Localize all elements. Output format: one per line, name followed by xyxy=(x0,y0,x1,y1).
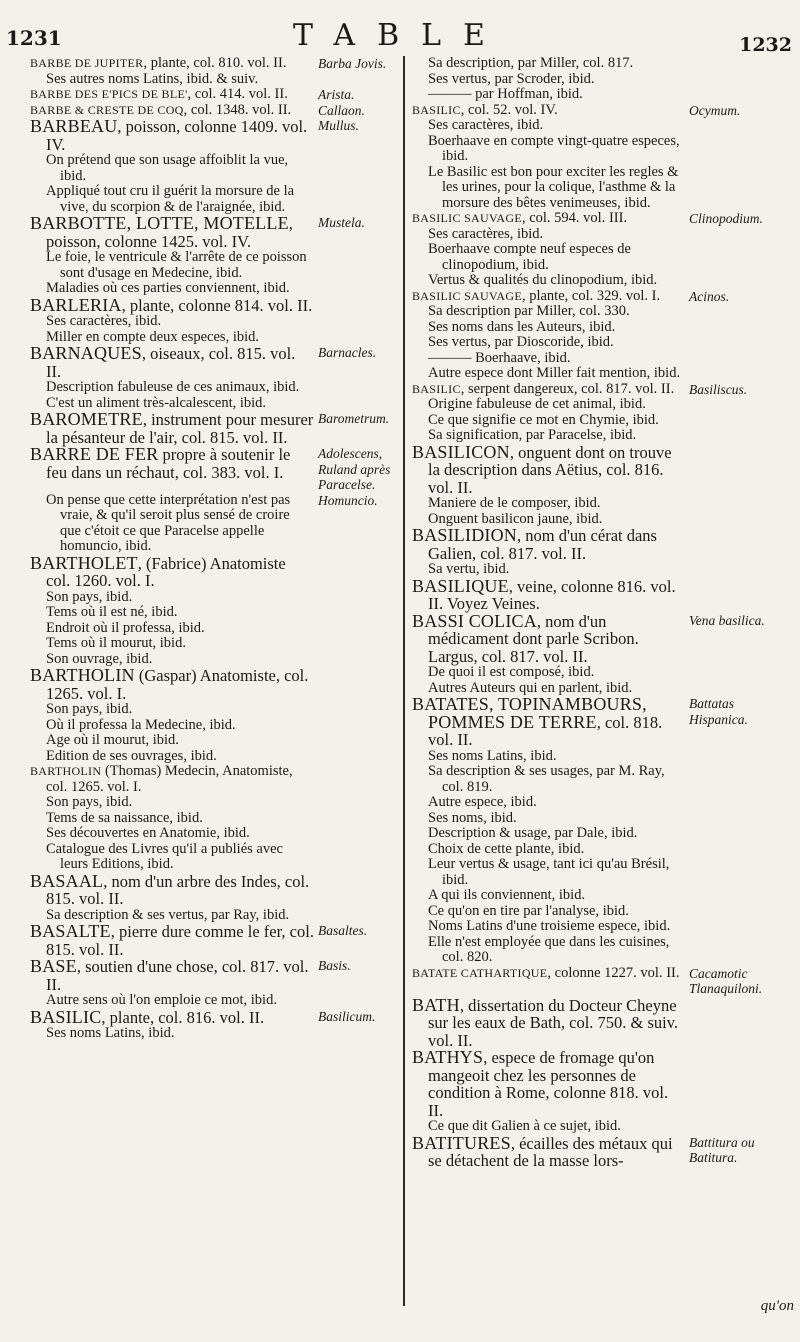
subentry-text: Le Basilic est bon pour exciter les regles & les urines, pour la colique, l'asthme & la morsure des bêtes venimeuses, ibid. xyxy=(428,163,679,211)
latin-margin-note xyxy=(314,873,400,908)
index-entry xyxy=(30,87,400,103)
latin-margin-note xyxy=(685,428,794,444)
entry-text: , nom d'un médicament dont parle Scribon. Largus, col. 817. vol. II. xyxy=(428,611,639,666)
subentry-text: Ce que signifie ce mot en Chymie, ibid. xyxy=(428,411,659,428)
entry-text: , soutien d'une chose, col. 817. vol. II. xyxy=(46,957,309,994)
subentry-text: Autre espece, ibid. xyxy=(428,794,537,810)
subentry-text: Endroit où il professa, ibid. xyxy=(46,619,205,636)
index-entry xyxy=(30,870,400,908)
subentry-text: Ses caractères, ibid. xyxy=(428,225,544,242)
entry-headword: BASILIQUE xyxy=(412,575,509,596)
entry-text: , poisson, colonne 1409. vol. IV. xyxy=(46,117,308,154)
entry-text: , pierre dure comme le fer, col. 815. vol. II. xyxy=(46,922,314,959)
subentry-text: Son pays, ibid. xyxy=(46,588,133,605)
entry-headword: BARTHOLIN xyxy=(30,764,102,778)
entry-text: , col. 1348. vol. II. xyxy=(183,101,292,118)
entry-headword: BATATES, TOPINAMBOURS, POMMES DE TERRE xyxy=(412,694,647,732)
subentry-text: Maladies où ces parties conviennent, ibid. xyxy=(46,280,290,296)
subentry-text: Autres Auteurs qui en parlent, ibid. xyxy=(428,679,633,696)
entry-text: , serpent dangereux, col. 817. vol. II. xyxy=(460,380,675,397)
index-entry xyxy=(412,696,794,749)
subentry-text: Ses caractères, ibid. xyxy=(428,117,544,133)
latin-margin-note xyxy=(314,330,400,346)
latin-margin-note xyxy=(685,919,794,935)
index-entry xyxy=(30,667,400,702)
index-subentry xyxy=(30,826,400,842)
latin-margin-note xyxy=(314,281,400,297)
latin-margin-note xyxy=(314,72,400,88)
subentry-text: Appliqué tout cru il guérit la morsure de la vive, du scorpion & de l'araignée, ibid. xyxy=(46,183,295,215)
index-subentry xyxy=(412,242,794,273)
subentry-text: Ses découvertes en Anatomie, ibid. xyxy=(46,825,250,841)
index-subentry xyxy=(30,842,400,873)
left-page-number: 1231 xyxy=(6,26,62,50)
index-subentry xyxy=(412,935,794,966)
subentry-text: Age où il mourut, ibid. xyxy=(46,732,179,748)
subentry-text: Sa description, par Miller, col. 817. xyxy=(428,55,634,71)
subentry-text: C'est un aliment très-alcalescent, ibid. xyxy=(46,394,267,411)
latin-margin-note xyxy=(314,555,400,590)
subentry-text: Où il professa la Medecine, ibid. xyxy=(46,716,236,733)
entry-text: , plante, col. 329. vol. I. xyxy=(521,287,661,304)
index-subentry xyxy=(412,413,794,429)
subentry-text: Vertus & qualités du clinopodium, ibid. xyxy=(428,272,658,288)
entry-headword: BASSI COLICA xyxy=(412,610,537,631)
index-subentry xyxy=(412,795,794,811)
latin-margin-note xyxy=(314,842,400,873)
entry-headword: BARLERIA xyxy=(30,294,122,315)
latin-margin-note xyxy=(685,227,794,243)
latin-margin-note xyxy=(685,72,794,88)
entry-text: , onguent dont on trouve la description dans Aëtius, col. 816. vol. II. xyxy=(428,442,672,497)
latin-margin-note xyxy=(685,512,794,528)
subentry-text: Elle n'est employée que dans les cuisines, col. 820. xyxy=(428,933,670,965)
subentry-text: Catalogue des Livres qu'il a publiés avec leurs Editions, ibid. xyxy=(46,840,283,872)
subentry-text: Ses noms dans les Auteurs, ibid. xyxy=(428,318,616,335)
index-entry xyxy=(412,966,794,997)
latin-margin-note xyxy=(685,134,794,165)
index-entry xyxy=(412,575,794,613)
entry-headword: BASALTE xyxy=(30,921,111,941)
latin-margin-note: Acinos. xyxy=(689,288,730,304)
index-subentry xyxy=(412,366,794,382)
index-subentry xyxy=(412,764,794,795)
latin-margin-note xyxy=(685,842,794,858)
entry-text: , veine, colonne 816. vol. II. Voyez Veines. xyxy=(428,576,676,613)
latin-margin-note xyxy=(685,444,794,497)
index-subentry xyxy=(30,718,400,734)
latin-margin-note: Basaltes. xyxy=(318,923,368,938)
index-subentry xyxy=(412,165,794,212)
index-subentry xyxy=(30,749,400,765)
latin-margin-note xyxy=(685,165,794,212)
subentry-text: Boerhaave compte neuf especes de clinopodium, ibid. xyxy=(428,241,631,273)
latin-margin-note xyxy=(685,56,794,72)
subentry-text: Sa description par Miller, col. 330. xyxy=(428,303,630,319)
latin-margin-note xyxy=(685,904,794,920)
latin-margin-note xyxy=(314,908,400,924)
index-subentry xyxy=(30,1026,400,1042)
subentry-text: Tems où il est né, ibid. xyxy=(46,604,178,620)
latin-margin-note xyxy=(685,578,794,613)
index-subentry xyxy=(412,904,794,920)
index-entry xyxy=(30,345,400,380)
latin-margin-note: Adolescens, Ruland après Paracelse. xyxy=(318,446,391,492)
index-subentry xyxy=(412,665,794,681)
index-entry xyxy=(412,211,794,227)
latin-margin-note xyxy=(314,636,400,652)
entry-headword: BARTHOLIN xyxy=(30,665,135,685)
entry-headword: BARBE DES E'PICS DE BLE' xyxy=(30,87,188,101)
entry-text: , col. 594. vol. III. xyxy=(521,210,628,226)
index-subentry xyxy=(412,72,794,88)
subentry-text: Autre sens où l'on emploie ce mot, ibid. xyxy=(46,992,277,1008)
index-entry xyxy=(412,289,794,305)
subentry-text: Description fabuleuse de ces animaux, ibid. xyxy=(46,379,300,395)
index-entry xyxy=(412,610,794,666)
subentry-text: A qui ils conviennent, ibid. xyxy=(428,887,586,903)
subentry-text: Ce qu'on en tire par l'analyse, ibid. xyxy=(428,902,629,919)
latin-margin-note: Mullus. xyxy=(318,118,359,133)
latin-margin-note xyxy=(314,153,400,184)
subentry-text: Le foie, le ventricule & l'arrête de ce poisson sont d'usage en Medecine, ibid. xyxy=(46,249,307,281)
latin-margin-note xyxy=(314,250,400,281)
latin-margin-note xyxy=(685,562,794,578)
entry-headword: BARBEAU xyxy=(30,116,118,136)
index-subentry xyxy=(412,888,794,904)
index-subentry xyxy=(412,56,794,72)
index-subentry xyxy=(412,749,794,765)
latin-margin-note xyxy=(314,297,400,315)
subentry-text: Sa description & ses usages, par M. Ray, col. 819. xyxy=(428,763,665,795)
latin-margin-note: Mustela. xyxy=(318,215,365,230)
entry-headword: BATITURES xyxy=(412,1132,511,1153)
latin-margin-note: Battatas Hispanica. xyxy=(689,696,748,727)
entry-headword: BASAAL xyxy=(30,870,104,891)
subentry-text: Son pays, ibid. xyxy=(46,794,133,810)
index-subentry xyxy=(30,811,400,827)
subentry-text: Tems de sa naissance, ibid. xyxy=(46,809,203,826)
latin-margin-note xyxy=(685,665,794,681)
entry-headword: BASILIDION xyxy=(412,525,517,545)
entry-text: , espece de fromage qu'on mangeoit chez les personnes de condition à Rome, colonne 818. vol. II. xyxy=(428,1048,669,1120)
latin-margin-note: Cacamotic Tlanaquiloni. xyxy=(689,965,763,996)
latin-margin-note xyxy=(314,590,400,606)
entry-headword: BARBE DE JUPITER xyxy=(30,56,144,70)
entry-headword: BASILIC SAUVAGE xyxy=(412,211,522,225)
latin-margin-note xyxy=(685,681,794,697)
latin-margin-note: Ocymum. xyxy=(689,102,741,118)
index-subentry xyxy=(30,795,400,811)
latin-margin-note: Basilicum. xyxy=(318,1008,376,1024)
latin-margin-note: Barnacles. xyxy=(318,345,377,360)
latin-margin-note xyxy=(685,764,794,795)
subentry-text: Ses autres noms Latins, ibid. & suiv. xyxy=(46,70,259,87)
index-subentry xyxy=(30,605,400,621)
index-subentry xyxy=(412,919,794,935)
entry-headword: BASILIC xyxy=(412,381,461,396)
right-column xyxy=(412,56,794,1170)
entry-text: (Gaspar) Anatomiste, col. 1265. vol. I. xyxy=(46,666,309,703)
subentry-text: Boerhaave en compte vingt-quatre especes, ibid. xyxy=(428,132,680,164)
latin-margin-note xyxy=(314,314,400,330)
entry-text: , (Fabrice) Anatomiste col. 1260. vol. I. xyxy=(46,553,286,590)
index-entry xyxy=(30,56,400,72)
entry-headword: BATHYS xyxy=(412,1047,484,1067)
index-subentry xyxy=(412,811,794,827)
entry-text: , plante, col. 810. vol. II. xyxy=(143,55,287,71)
entry-text: , plante, colonne 814. vol. II. xyxy=(121,295,313,315)
latin-margin-note xyxy=(314,605,400,621)
index-entry xyxy=(412,1132,794,1170)
index-subentry xyxy=(30,184,400,215)
subentry-text: Sa vertu, ibid. xyxy=(428,561,510,577)
column-divider xyxy=(403,56,405,1306)
latin-margin-note xyxy=(685,826,794,842)
entry-headword: BARNAQUES xyxy=(30,343,142,363)
entry-text: , instrument pour mesurer la pésanteur de l'air, col. 815. vol. II. xyxy=(46,410,314,447)
latin-margin-note xyxy=(685,351,794,367)
index-subentry xyxy=(30,314,400,330)
index-subentry xyxy=(412,304,794,320)
index-subentry xyxy=(30,153,400,184)
latin-margin-note xyxy=(685,397,794,413)
index-entry xyxy=(30,411,400,446)
latin-margin-note xyxy=(685,749,794,765)
entry-text: , écailles des métaux qui se détachent de la masse lors- xyxy=(428,1133,673,1170)
entry-text: , col. 818. vol. II. xyxy=(428,712,663,749)
entry-text: (Thomas) Medecin, Anatomiste, col. 1265. vol. I. xyxy=(46,763,293,795)
index-subentry xyxy=(30,72,400,88)
latin-margin-note xyxy=(685,1119,794,1135)
entry-text: , oiseaux, col. 815. vol. II. xyxy=(46,344,296,381)
entry-headword: BASILICON xyxy=(412,441,510,462)
index-entry xyxy=(30,446,400,493)
index-entry xyxy=(412,103,794,119)
index-subentry xyxy=(412,87,794,103)
subentry-text: Sa description & ses vertus, par Ray, ibid. xyxy=(46,906,290,923)
latin-margin-note: Arista. xyxy=(318,87,355,102)
latin-margin-note xyxy=(685,273,794,289)
latin-margin-note xyxy=(685,366,794,382)
entry-headword: BAROMETRE xyxy=(30,409,143,429)
subentry-text: Miller en compte deux especes, ibid. xyxy=(46,328,260,345)
entry-headword: BASILIC xyxy=(412,102,461,117)
latin-margin-note xyxy=(685,888,794,904)
latin-margin-note xyxy=(314,826,400,842)
entry-text: propre à soutenir le feu dans un réchaut, col. 383. vol. I. xyxy=(46,445,291,482)
latin-margin-note xyxy=(314,795,400,811)
left-column xyxy=(30,56,400,1042)
index-entry xyxy=(30,764,400,795)
latin-margin-note xyxy=(685,527,794,562)
latin-margin-note xyxy=(314,764,400,795)
index-entry xyxy=(412,1049,794,1119)
latin-margin-note xyxy=(314,380,400,396)
subentry-text: Choix de cette plante, ibid. xyxy=(428,840,585,857)
entry-headword: BARBE & CRESTE DE COQ xyxy=(30,102,184,117)
latin-margin-note xyxy=(685,935,794,966)
entry-headword: BARBOTTE, LOTTE, MOTELLE xyxy=(30,213,289,233)
index-subentry xyxy=(30,250,400,281)
latin-margin-note xyxy=(685,320,794,336)
subentry-text: ——— Boerhaave, ibid. xyxy=(428,349,571,366)
latin-margin-note: Barba Jovis. xyxy=(318,56,387,71)
index-entry xyxy=(30,294,400,315)
latin-margin-note xyxy=(685,795,794,811)
entry-headword: BARRE DE FER xyxy=(30,444,159,464)
entry-text: , poisson, colonne 1425. vol. IV. xyxy=(46,214,293,251)
index-subentry xyxy=(412,335,794,351)
latin-margin-note xyxy=(314,749,400,765)
subentry-text: Ses vertus, par Scroder, ibid. xyxy=(428,70,595,87)
subentry-text: De quoi il est composé, ibid. xyxy=(428,664,595,680)
latin-margin-note xyxy=(685,335,794,351)
index-entry xyxy=(412,527,794,562)
index-subentry xyxy=(412,351,794,367)
index-subentry xyxy=(30,380,400,396)
latin-margin-note: Basiliscus. xyxy=(689,381,748,397)
subentry-text: Description & usage, par Dale, ibid. xyxy=(428,825,638,841)
subentry-text: Edition de ses ouvrages, ibid. xyxy=(46,747,217,764)
entry-text: , plante, col. 816. vol. II. xyxy=(101,1007,265,1027)
entry-headword: BASILIC SAUVAGE xyxy=(412,288,522,303)
latin-margin-note: Vena basilica. xyxy=(689,612,765,628)
index-subentry xyxy=(412,857,794,888)
latin-margin-note xyxy=(685,997,794,1050)
index-subentry xyxy=(30,702,400,718)
latin-margin-note: Basis. xyxy=(318,958,351,973)
latin-margin-note xyxy=(314,718,400,734)
latin-margin-note xyxy=(314,702,400,718)
index-entry xyxy=(30,215,400,250)
latin-margin-note xyxy=(314,811,400,827)
subentry-text: Son ouvrage, ibid. xyxy=(46,650,153,667)
page-header xyxy=(0,18,800,56)
running-title: TABLE xyxy=(293,18,507,53)
index-subentry xyxy=(412,397,794,413)
entry-text: , nom d'un arbre des Indes, col. 815. vol. II. xyxy=(46,871,310,908)
subentry-text: Sa signification, par Paracelse, ibid. xyxy=(428,427,637,443)
latin-margin-note xyxy=(685,1049,794,1119)
index-subentry xyxy=(412,134,794,165)
index-entry xyxy=(30,923,400,958)
index-entry xyxy=(412,382,794,398)
latin-margin-note xyxy=(314,667,400,702)
index-subentry xyxy=(412,496,794,512)
latin-margin-note xyxy=(314,396,400,412)
index-entry xyxy=(30,118,400,153)
latin-margin-note: Callaon. xyxy=(318,102,365,118)
latin-margin-note xyxy=(314,621,400,637)
subentry-text: Ses noms, ibid. xyxy=(428,809,517,826)
latin-margin-note xyxy=(314,652,400,668)
index-subentry xyxy=(412,320,794,336)
index-subentry xyxy=(30,733,400,749)
latin-margin-note xyxy=(685,413,794,429)
latin-margin-note xyxy=(685,496,794,512)
index-subentry xyxy=(412,118,794,134)
index-subentry xyxy=(30,636,400,652)
entry-headword: BASILIC xyxy=(30,1006,102,1027)
right-page-number: 1232 xyxy=(739,34,792,56)
latin-margin-note xyxy=(314,993,400,1009)
latin-margin-note xyxy=(314,733,400,749)
subentry-text: Maniere de le composer, ibid. xyxy=(428,495,601,511)
entry-text: , nom d'un cérat dans Galien, col. 817. vol. II. xyxy=(428,526,657,563)
latin-margin-note xyxy=(685,304,794,320)
index-subentry xyxy=(412,273,794,289)
latin-margin-note xyxy=(685,118,794,134)
entry-text: , dissertation du Docteur Cheyne sur les eaux de Bath, col. 750. & suiv. vol. II. xyxy=(428,995,679,1050)
entry-headword: BATH xyxy=(412,994,460,1015)
subentry-text: On prétend que son usage affoiblit la vue, ibid. xyxy=(46,152,289,184)
subentry-text: Ses noms Latins, ibid. xyxy=(46,1025,175,1041)
index-subentry xyxy=(30,621,400,637)
subentry-text: ——— par Hoffman, ibid. xyxy=(428,86,583,102)
subentry-text: Ce que dit Galien à ce sujet, ibid. xyxy=(428,1118,621,1134)
latin-margin-note xyxy=(314,184,400,215)
subentry-text: Ses noms Latins, ibid. xyxy=(428,747,557,764)
index-subentry xyxy=(412,227,794,243)
latin-margin-note xyxy=(685,87,794,103)
entry-headword: BATATE CATHARTIQUE xyxy=(412,965,548,980)
latin-margin-note: Clinopodium. xyxy=(689,211,763,226)
subentry-text: Autre espece dont Miller fait mention, ibid. xyxy=(428,365,681,381)
subentry-text: Tems où il mourut, ibid. xyxy=(46,635,186,651)
latin-margin-note xyxy=(685,242,794,273)
subentry-text: On pense que cette interprétation n'est pas vraie, & qu'il seroit plus sensé de croire que c'étoit ce que Paracelse appelle homuncio, ibid. xyxy=(46,491,291,554)
subentry-text: Onguent basilicon jaune, ibid. xyxy=(428,510,603,527)
subentry-text: Ses vertus, par Dioscoride, ibid. xyxy=(428,334,614,350)
index-entry xyxy=(30,1006,400,1027)
entry-headword: BARTHOLET xyxy=(30,552,138,573)
latin-margin-note: Battitura ou Batitura. xyxy=(689,1134,755,1165)
latin-margin-note: Barometrum. xyxy=(318,411,390,426)
index-subentry xyxy=(30,590,400,606)
subentry-text: Ses caractères, ibid. xyxy=(46,313,162,329)
latin-margin-note: Homuncio. xyxy=(318,492,378,508)
index-entry xyxy=(412,994,794,1050)
catchword: qu'on xyxy=(760,1298,794,1314)
subentry-text: Son pays, ibid. xyxy=(46,701,133,717)
entry-headword: BASE xyxy=(30,956,77,976)
latin-margin-note xyxy=(685,811,794,827)
index-subentry xyxy=(412,826,794,842)
entry-text: , col. 414. vol. II. xyxy=(187,86,288,102)
entry-text: , col. 52. vol. IV. xyxy=(460,101,558,118)
subentry-text: Leur vertus & usage, tant ici qu'au Brésil, ibid. xyxy=(428,856,670,888)
index-entry xyxy=(30,958,400,993)
subentry-text: Noms Latins d'une troisieme espece, ibid. xyxy=(428,918,671,934)
latin-margin-note xyxy=(314,1026,400,1042)
index-entry xyxy=(30,552,400,590)
subentry-text: Origine fabuleuse de cet animal, ibid. xyxy=(428,396,646,412)
index-subentry xyxy=(30,493,400,555)
entry-text: , colonne 1227. vol. II. xyxy=(547,964,680,981)
index-subentry xyxy=(412,842,794,858)
index-entry xyxy=(412,441,794,497)
latin-margin-note xyxy=(685,857,794,888)
